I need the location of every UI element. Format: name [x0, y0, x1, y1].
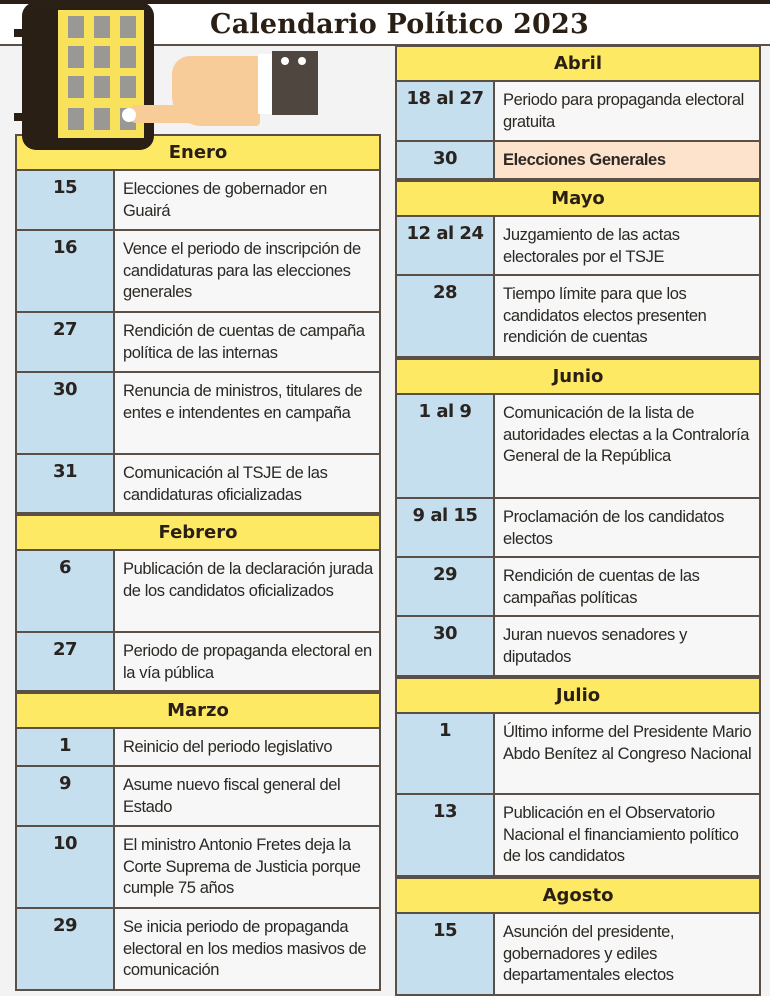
event-date: 13 — [397, 795, 495, 875]
calendar-cell — [94, 46, 110, 68]
event-row — [17, 171, 379, 231]
event-date: 30 — [397, 617, 495, 675]
event-description: Publicación en el Observatorio Nacional el financiamiento político de los candidatos — [503, 804, 739, 865]
event-row — [397, 276, 759, 358]
event-row — [17, 729, 379, 767]
event-description: Último informe del Presidente Mario Abdo Benítez al Congreso Nacional — [503, 723, 752, 763]
sleeve-icon — [272, 51, 318, 115]
calendar-cell — [120, 16, 136, 38]
event-description: Asume nuevo fiscal general del Estado — [123, 776, 341, 816]
event-description: Juzgamiento de las actas electorales por el TSJE — [503, 226, 680, 266]
event-description: Asunción del presidente, gobernadores y ediles departamentales electos — [503, 923, 675, 984]
event-description-highlighted: Elecciones Generales — [495, 142, 759, 178]
month-header-julio: Julio — [397, 677, 759, 714]
calendar-cell — [120, 46, 136, 68]
event-date: 28 — [397, 276, 495, 356]
calendar-cell — [68, 16, 84, 38]
button-icon — [298, 57, 306, 65]
event-row — [397, 558, 759, 617]
event-row — [397, 714, 759, 795]
event-description: Juran nuevos senadores y diputados — [503, 626, 687, 666]
event-description: El ministro Antonio Fretes deja la Corte Suprema de Justicia porque cumple 75 años — [123, 836, 361, 897]
calendar-cell — [94, 108, 110, 130]
page-title: Calendario Político 2023 — [210, 9, 589, 40]
event-row — [397, 795, 759, 877]
calendar-cell — [68, 46, 84, 68]
calendar-cell — [120, 76, 136, 98]
event-date: 16 — [17, 231, 115, 311]
event-row — [397, 82, 759, 142]
calendar-column-left — [15, 134, 381, 991]
event-date: 10 — [17, 827, 115, 907]
event-description: Tiempo límite para que los candidatos electos presenten rendición de cuentas — [503, 285, 707, 346]
binder-ring-icon — [14, 29, 44, 37]
month-header-mayo: Mayo — [397, 180, 759, 217]
calendar-cell — [94, 16, 110, 38]
event-description: Vence el periodo de inscripción de candidaturas para las elecciones generales — [123, 240, 361, 301]
event-description: Comunicación al TSJE de las candidaturas oficializadas — [123, 464, 328, 504]
event-description: Reinicio del periodo legislativo — [123, 738, 333, 756]
month-header-marzo: Marzo — [17, 692, 379, 729]
event-date: 15 — [397, 914, 495, 994]
event-date: 6 — [17, 551, 115, 631]
month-header-junio: Junio — [397, 358, 759, 395]
calendar-icon — [22, 2, 154, 150]
event-row — [397, 499, 759, 558]
shirt-cuff-icon — [258, 54, 272, 114]
event-description: Periodo de propaganda electoral en la vía pública — [123, 642, 372, 682]
calendar-cell — [94, 76, 110, 98]
event-row — [17, 231, 379, 313]
event-description: Rendición de cuentas de campaña política de las internas — [123, 322, 365, 362]
calendar-cell — [68, 76, 84, 98]
event-date: 30 — [397, 142, 495, 178]
event-row — [397, 617, 759, 677]
event-description: Elecciones de gobernador en Guairá — [123, 180, 327, 220]
event-row — [17, 827, 379, 909]
event-row-highlighted — [397, 142, 759, 180]
event-description: Proclamación de los candidatos electos — [503, 508, 724, 548]
event-row — [17, 373, 379, 455]
event-date: 27 — [17, 313, 115, 371]
event-row — [17, 767, 379, 827]
event-row — [397, 395, 759, 499]
event-row — [397, 914, 759, 994]
event-description: Periodo para propaganda electoral gratuita — [503, 91, 744, 131]
event-row — [17, 551, 379, 633]
event-date: 1 al 9 — [397, 395, 495, 497]
event-date: 1 — [17, 729, 115, 765]
event-description: Rendición de cuentas de las campañas políticas — [503, 567, 700, 607]
event-row — [17, 313, 379, 373]
event-date: 27 — [17, 633, 115, 690]
event-date: 30 — [17, 373, 115, 453]
button-icon — [281, 57, 289, 65]
event-description: Renuncia de ministros, titulares de entes e intendentes en campaña — [123, 382, 363, 422]
event-row — [397, 217, 759, 276]
fingernail-icon — [122, 108, 136, 122]
calendar-column-right — [395, 45, 761, 996]
event-row — [17, 909, 379, 989]
event-description: Comunicación de la lista de autoridades electas a la Contraloría General de la República — [503, 404, 750, 465]
pointing-finger-icon — [128, 105, 198, 123]
event-description: Se inicia periodo de propaganda electoral en los medios masivos de comunicación — [123, 918, 367, 979]
event-date: 29 — [17, 909, 115, 989]
event-date: 31 — [17, 455, 115, 512]
binder-ring-icon — [14, 113, 44, 121]
event-date: 1 — [397, 714, 495, 793]
month-header-agosto: Agosto — [397, 877, 759, 914]
event-date: 29 — [397, 558, 495, 615]
event-description: Publicación de la declaración jurada de los candidatos oficializados — [123, 560, 373, 600]
month-header-enero: Enero — [17, 136, 379, 171]
event-date: 9 al 15 — [397, 499, 495, 556]
event-date: 12 al 24 — [397, 217, 495, 274]
event-date: 9 — [17, 767, 115, 825]
month-header-abril: Abril — [397, 47, 759, 82]
month-header-febrero: Febrero — [17, 514, 379, 551]
event-row — [17, 633, 379, 692]
event-date: 18 al 27 — [397, 82, 495, 140]
event-row — [17, 455, 379, 514]
event-date: 15 — [17, 171, 115, 229]
calendar-cell — [68, 108, 84, 130]
